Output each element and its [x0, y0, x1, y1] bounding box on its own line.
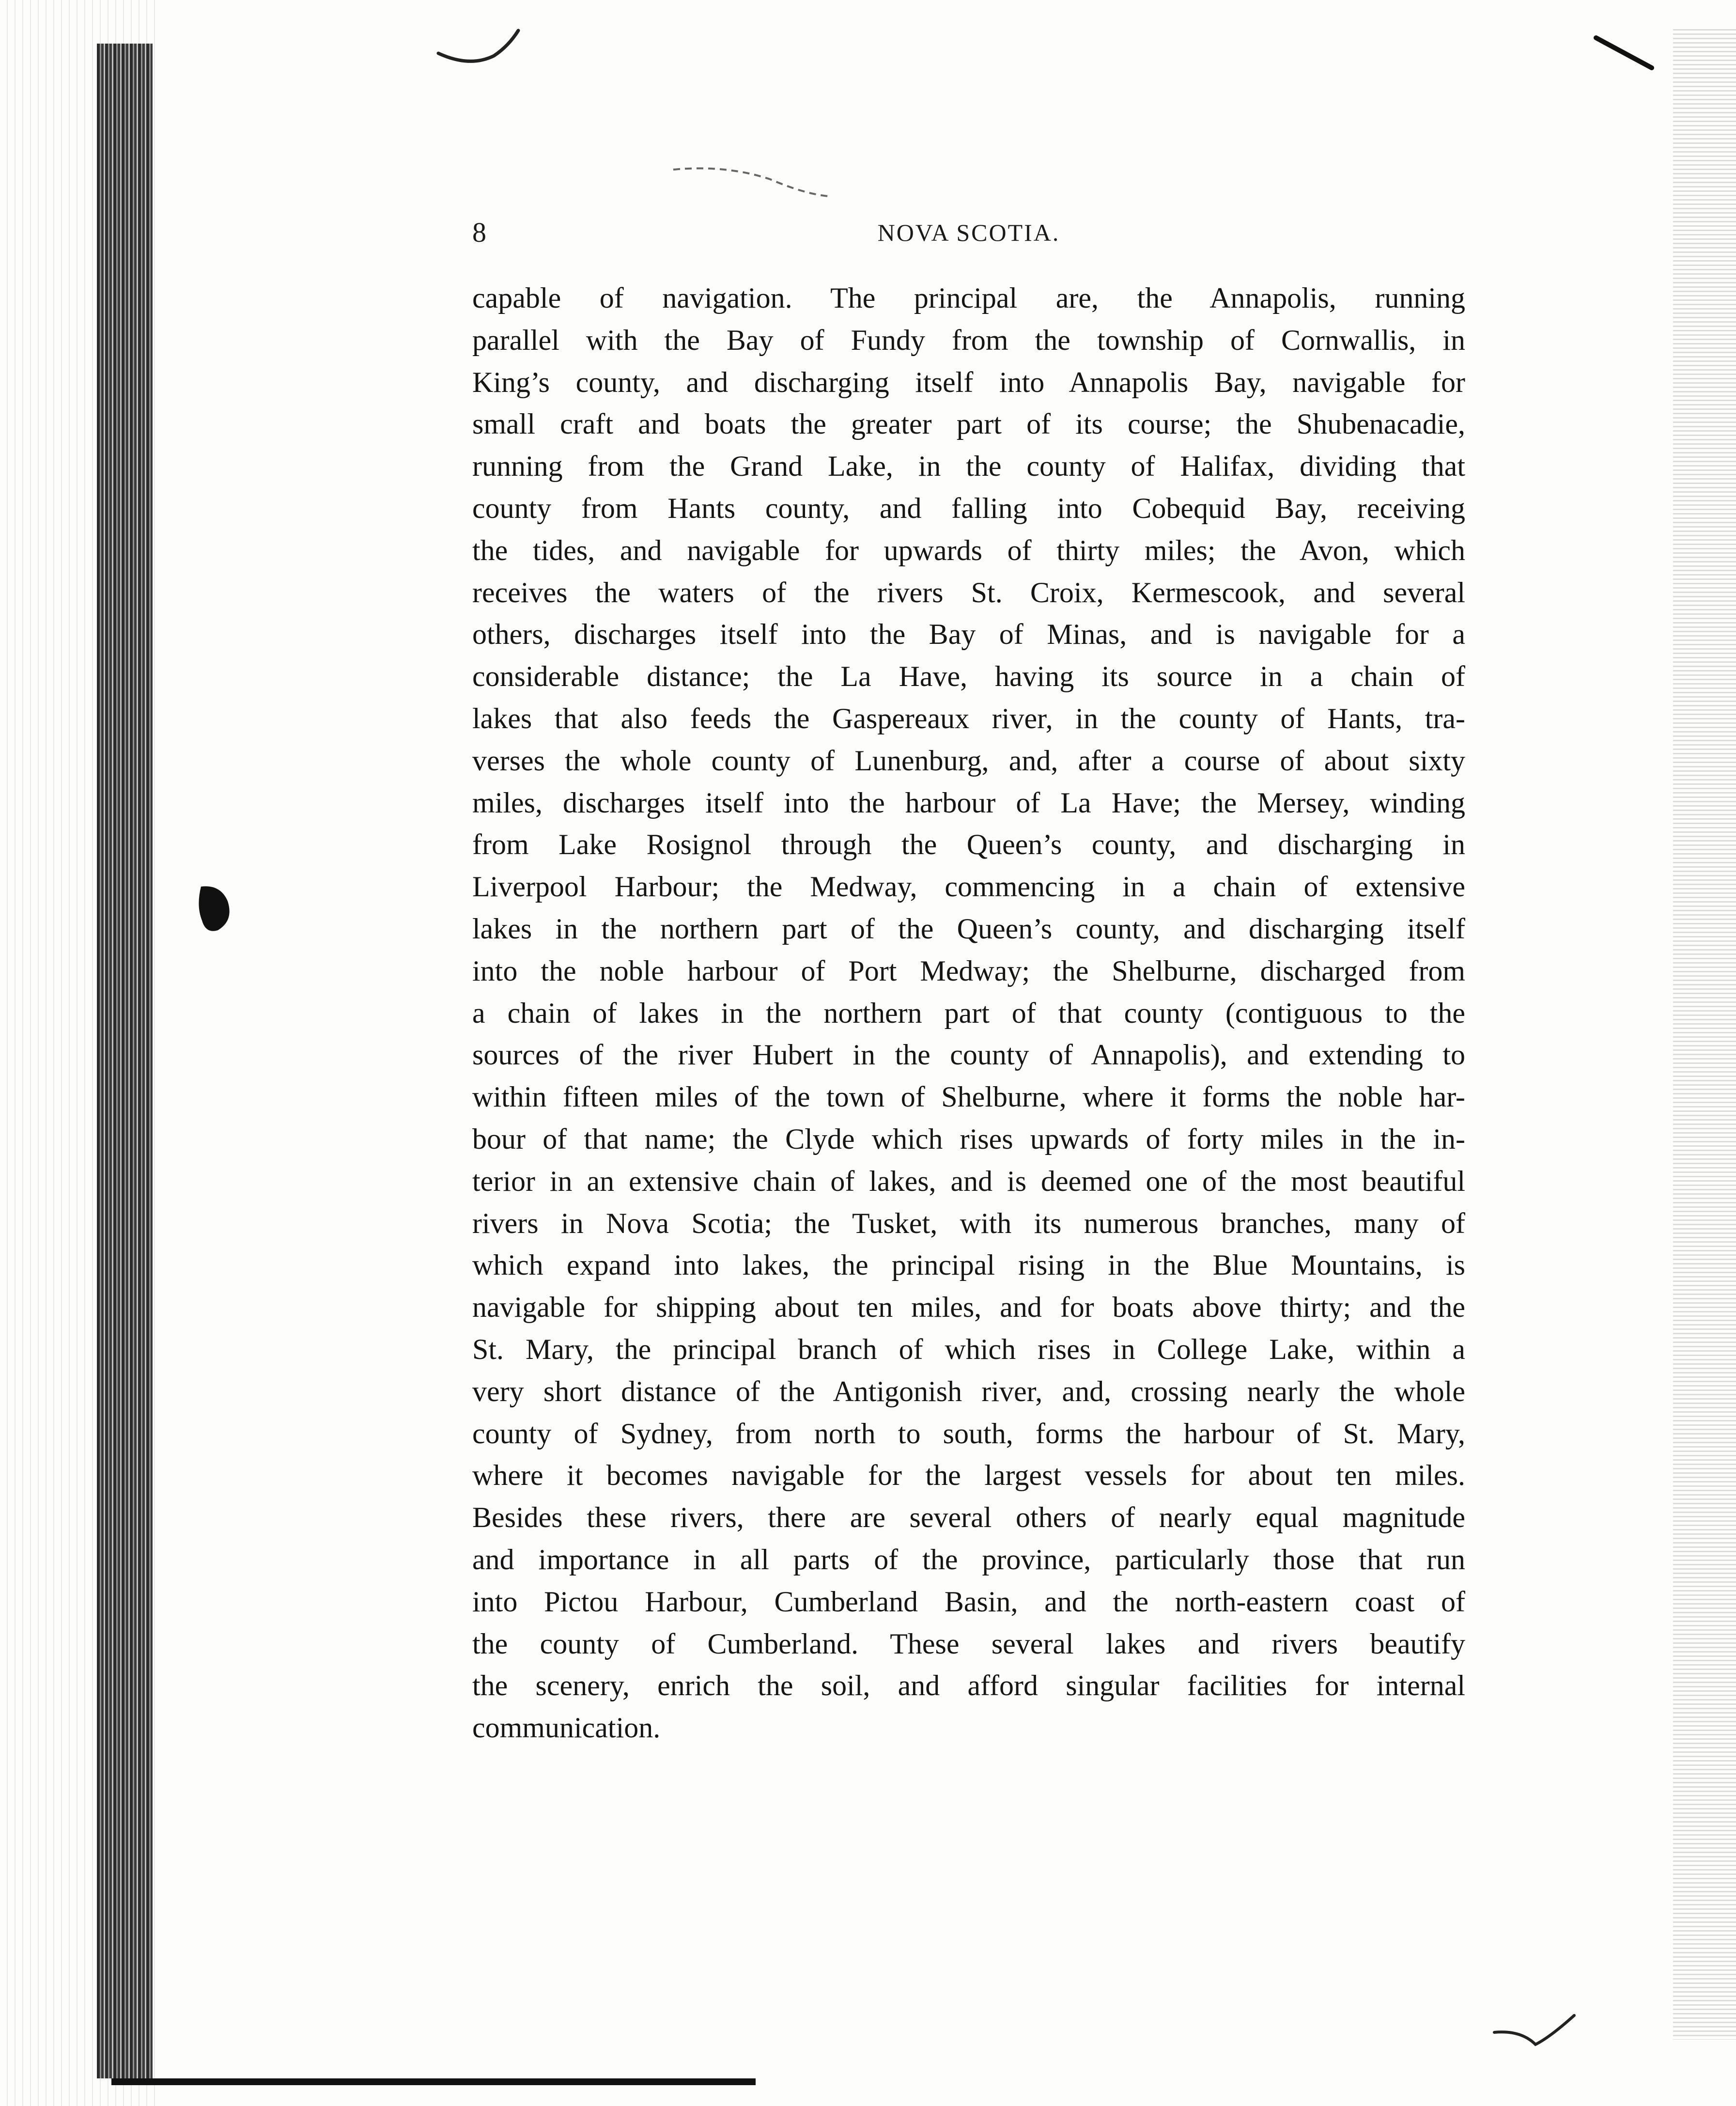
text-line: into the noble harbour of Port Medway; the Shelburne, discharged from — [472, 954, 1465, 987]
text-line: the scenery, enrich the soil, and afford singular facilities for internal — [472, 1669, 1465, 1702]
page-header — [472, 213, 1465, 252]
pencil-check-mark-bottom — [1492, 2011, 1579, 2054]
text-line: others, discharges itself into the Bay of Minas, and is navigable for a — [472, 618, 1465, 651]
bottom-edge-rule — [111, 2078, 819, 2085]
text-line: county of Sydney, from north to south, forms the harbour of St. Mary, — [472, 1417, 1465, 1450]
text-line: county from Hants county, and falling into Cobequid Bay, receiving — [472, 492, 1465, 524]
text-line: sources of the river Hubert in the county of Annapolis), and extending to — [472, 1039, 1465, 1071]
pencil-stroke-top-right — [1594, 34, 1661, 73]
text-line: navigable for shipping about ten miles, and for boats above thirty; and the — [472, 1291, 1465, 1324]
pencil-dash-mark — [668, 160, 833, 203]
text-line: small craft and boats the greater part of its course; the Shubenacadie, — [472, 408, 1465, 440]
body-text — [472, 277, 1465, 1749]
text-line: bour of that name; the Clyde which rises upwards of forty miles in the in- — [472, 1123, 1465, 1155]
text-line: Besides these rivers, there are several others of nearly equal magnitude — [472, 1501, 1465, 1534]
text-line: St. Mary, the principal branch of which rises in College Lake, within a — [472, 1333, 1465, 1365]
page-edge-right — [1673, 29, 1736, 2040]
text-line: and importance in all parts of the province, particularly those that run — [472, 1543, 1465, 1576]
text-line: very short distance of the Antigonish river, and, crossing nearly the whole — [472, 1375, 1465, 1407]
text-line: lakes that also feeds the Gaspereaux river, in the county of Hants, tra- — [472, 702, 1465, 734]
pencil-check-mark-top — [436, 27, 523, 70]
text-line-last: communication. — [472, 1712, 661, 1744]
text-line: terior in an extensive chain of lakes, and is deemed one of the most beautiful — [472, 1165, 1465, 1197]
text-line: into Pictou Harbour, Cumberland Basin, and the north-eastern coast of — [472, 1585, 1465, 1618]
text-line: the tides, and navigable for upwards of thirty miles; the Avon, which — [472, 534, 1465, 566]
text-line: capable of navigation. The principal are, the Annapolis, running — [472, 282, 1465, 314]
text-line: where it becomes navigable for the largest vessels for about ten miles. — [472, 1459, 1465, 1492]
text-line: receives the waters of the rivers St. Croix, Kermescook, and several — [472, 576, 1465, 608]
running-head: NOVA SCOTIA. — [877, 219, 1060, 246]
text-line: parallel with the Bay of Fundy from the township of Cornwallis, in — [472, 324, 1465, 356]
text-line: which expand into lakes, the principal rising in the Blue Mountains, is — [472, 1249, 1465, 1281]
text-line: the county of Cumberland. These several lakes and rivers beautify — [472, 1627, 1465, 1660]
text-line: considerable distance; the La Have, having its source in a chain of — [472, 660, 1465, 693]
text-line: running from the Grand Lake, in the county of Halifax, dividing that — [472, 450, 1465, 483]
text-line: Liverpool Harbour; the Medway, commencing in a chain of extensive — [472, 871, 1465, 903]
bottom-edge-gap — [756, 2078, 819, 2085]
text-line: miles, discharges itself into the harbour of La Have; the Mersey, winding — [472, 786, 1465, 819]
text-line: a chain of lakes in the northern part of that county (contiguous to the — [472, 997, 1465, 1029]
text-line: within fifteen miles of the town of Shelburne, where it forms the noble har- — [472, 1081, 1465, 1113]
text-line: from Lake Rosignol through the Queen’s county, and discharging in — [472, 828, 1465, 861]
text-line: verses the whole county of Lunenburg, and, after a course of about sixty — [472, 744, 1465, 777]
page-number: 8 — [472, 217, 486, 248]
text-line: King’s county, and discharging itself into Annapolis Bay, navigable for — [472, 366, 1465, 398]
binding-edge — [97, 44, 153, 2078]
ink-blot — [191, 882, 235, 935]
text-line: rivers in Nova Scotia; the Tusket, with its numerous branches, many of — [472, 1207, 1465, 1239]
text-line: lakes in the northern part of the Queen’s county, and discharging itself — [472, 912, 1465, 945]
